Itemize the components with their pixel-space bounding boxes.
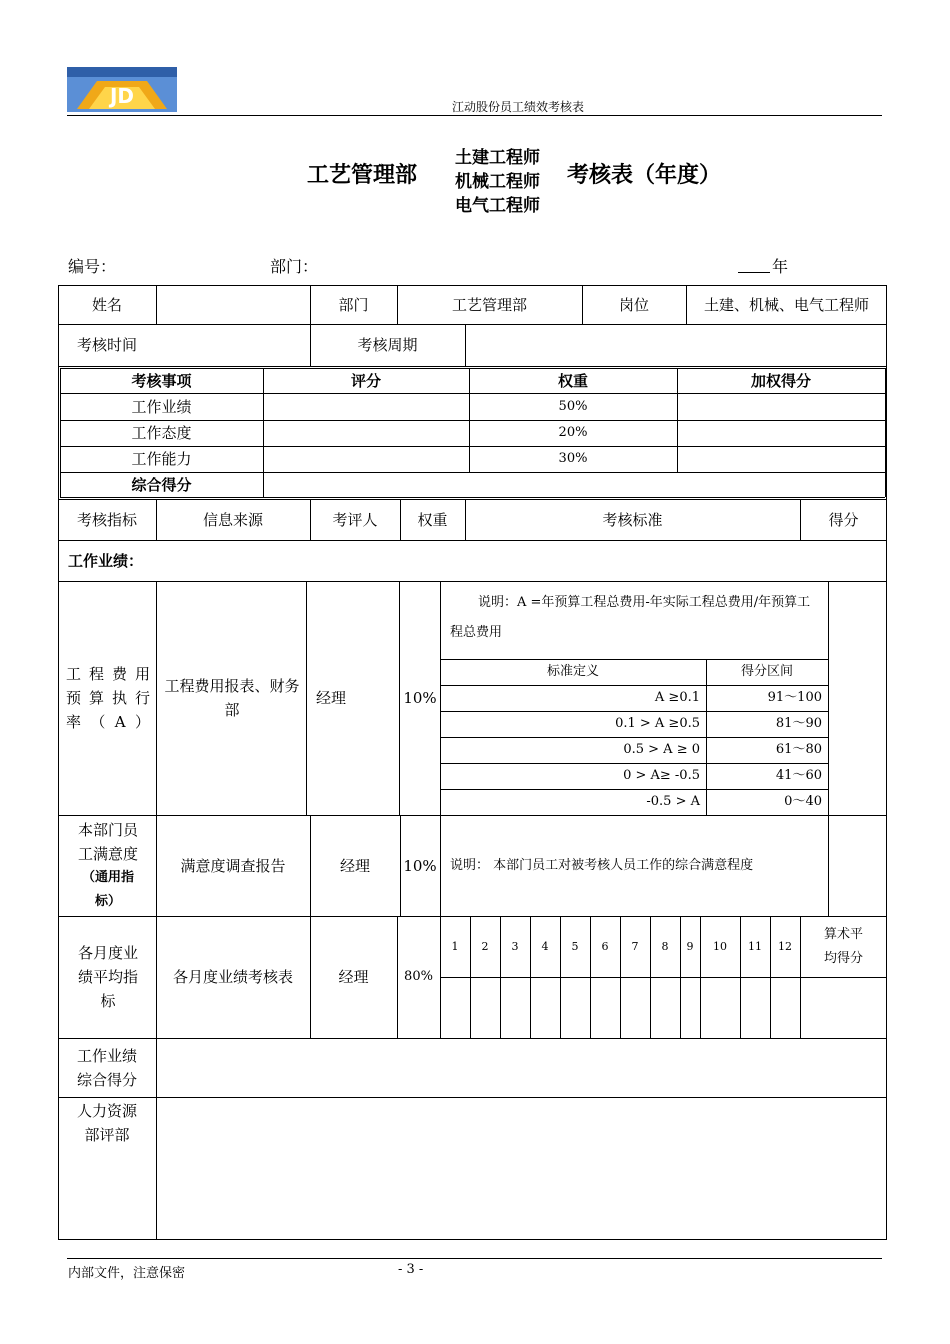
kpi1-range-header: 得分区间 — [740, 664, 793, 679]
hr-label: 人力资源部评部 — [76, 1102, 137, 1144]
summary-header: 考核事项 — [131, 371, 192, 390]
dept-value: 工艺管理部 — [451, 295, 527, 314]
table-rule — [440, 977, 887, 978]
cycle-label: 考核周期 — [357, 336, 418, 354]
kpi2-note: 说明： 本部门员工对被考核人员工作的综合满意程度 — [450, 857, 754, 873]
summary-header: 权重 — [557, 371, 588, 390]
kpi3-avg-label-text: 算术平均得分 — [823, 926, 863, 966]
kpi1-name — [64, 581, 152, 815]
header-rule — [67, 115, 882, 116]
month-header: 9 — [686, 939, 694, 953]
month-header: 11 — [748, 939, 762, 953]
detail-header: 权重 — [417, 510, 448, 529]
table-rule — [399, 581, 400, 815]
title-position: 机械工程师 — [455, 172, 540, 192]
kpi1-rater: 经理 — [316, 689, 347, 707]
month-header: 5 — [571, 939, 579, 953]
cycle-field[interactable] — [465, 324, 887, 366]
detail-header: 考核标准 — [602, 510, 663, 529]
summary-header: 加权得分 — [750, 371, 811, 390]
kpi3-name-cell — [62, 916, 154, 1038]
kpi1-criteria-def: 0.1 > A ≥0.5 — [615, 716, 700, 731]
kpi1-weight: 10% — [403, 689, 437, 707]
time-label: 考核时间 — [76, 336, 137, 354]
kpi1-criteria-def: A ≥0.1 — [654, 690, 700, 705]
kpi3-avg-label — [800, 916, 887, 977]
kpi1-criteria-range: 61～80 — [775, 742, 822, 757]
hr-label-cell — [58, 1097, 156, 1157]
summary-item: 工作业绩 — [131, 398, 192, 416]
footer-page: - 3 - — [398, 1262, 424, 1277]
total-label-cell — [58, 1038, 156, 1097]
month-header: 10 — [713, 939, 727, 953]
total-label: 工作业绩综合得分 — [76, 1046, 137, 1089]
post-value: 土建、机械、电气工程师 — [703, 295, 869, 314]
year-label: 年 — [772, 257, 789, 276]
post-label: 岗位 — [618, 295, 649, 314]
kpi1-criteria-def: 0.5 > A ≥ 0 — [623, 742, 700, 757]
hr-comment-field[interactable] — [156, 1097, 887, 1240]
kpi2-name-note: （通用指标） — [81, 869, 134, 909]
total-field[interactable] — [156, 1038, 887, 1097]
kpi3-source: 各月度业绩考核表 — [172, 968, 293, 986]
kpi1-criteria-range: 81～90 — [775, 716, 822, 731]
detail-header: 得分 — [828, 510, 859, 529]
time-field[interactable] — [156, 324, 310, 366]
kpi1-criteria-range: 0～40 — [784, 794, 822, 809]
summary-item: 工作态度 — [131, 424, 192, 442]
kpi1-criteria-range: 91～100 — [767, 690, 822, 705]
summary-weight: 50% — [558, 399, 588, 414]
detail-header: 考核指标 — [76, 510, 137, 529]
kpi3-weight: 80% — [404, 969, 433, 984]
footer-rule — [67, 1258, 882, 1259]
section-title: 工作业绩： — [68, 551, 144, 570]
title-position: 电气工程师 — [455, 196, 540, 216]
number-label: 编号： — [68, 257, 117, 276]
month-header: 3 — [511, 939, 519, 953]
name-label: 姓名 — [91, 295, 122, 314]
kpi2-name: 本部门员工满意度 — [77, 820, 138, 863]
table-rule — [400, 815, 401, 916]
summary-weight: 30% — [558, 451, 588, 466]
kpi1-note: 说明：A =年预算工程总费用-年实际工程总费用/年预算工程总费用 — [450, 595, 811, 640]
kpi2-score-field[interactable] — [828, 815, 887, 916]
title-department: 工艺管理部 — [307, 163, 418, 188]
kpi1-score-field[interactable] — [828, 581, 887, 815]
logo-text: JD — [109, 84, 135, 108]
year-blank — [738, 272, 770, 273]
doc-title: 江动股份员工绩效考核表 — [452, 100, 585, 114]
kpi1-source: 工程费用报表、财务部 — [164, 677, 300, 719]
table-rule — [60, 497, 885, 498]
summary-total-label: 综合得分 — [131, 475, 192, 494]
kpi2-rater: 经理 — [339, 856, 370, 875]
footer-confidential: 内部文件，注意保密 — [68, 1266, 186, 1281]
kpi1-name-text: 工 程 费 用 预 算 执 行 率（A） — [66, 665, 150, 731]
summary-weight: 20% — [558, 425, 588, 440]
title-position-stack — [455, 146, 544, 218]
month-header: 12 — [778, 939, 792, 953]
dept-label: 部门： — [270, 257, 319, 276]
kpi3-rater: 经理 — [338, 968, 369, 986]
month-header: 8 — [661, 939, 669, 953]
kpi2-name-cell — [62, 815, 154, 916]
table-rule — [885, 368, 886, 497]
title-suffix: 考核表（年度） — [567, 163, 722, 188]
kpi2-source: 满意度调查报告 — [180, 856, 286, 875]
company-logo — [67, 67, 177, 112]
detail-header: 考评人 — [332, 510, 378, 529]
kpi1-std-header: 标准定义 — [546, 664, 599, 679]
kpi1-criteria-def: -0.5 > A — [646, 794, 700, 809]
month-header: 7 — [631, 939, 639, 953]
summary-item: 工作能力 — [131, 450, 192, 468]
kpi1-criteria-range: 41～60 — [775, 768, 822, 783]
dept-label: 部门 — [338, 295, 369, 314]
name-field[interactable] — [156, 285, 310, 324]
kpi1-criteria-def: 0 > A≥ -0.5 — [623, 768, 700, 783]
title-position: 土建工程师 — [455, 148, 540, 168]
detail-header: 信息来源 — [202, 510, 263, 529]
table-rule — [58, 366, 887, 367]
kpi2-weight: 10% — [403, 856, 437, 875]
month-header: 4 — [541, 939, 549, 953]
summary-header: 评分 — [350, 371, 381, 390]
kpi3-name: 各月度业绩平均指标 — [77, 944, 138, 1010]
month-header: 6 — [601, 939, 609, 953]
month-header: 1 — [451, 939, 459, 953]
table-rule — [306, 581, 307, 815]
month-header: 2 — [481, 939, 489, 953]
